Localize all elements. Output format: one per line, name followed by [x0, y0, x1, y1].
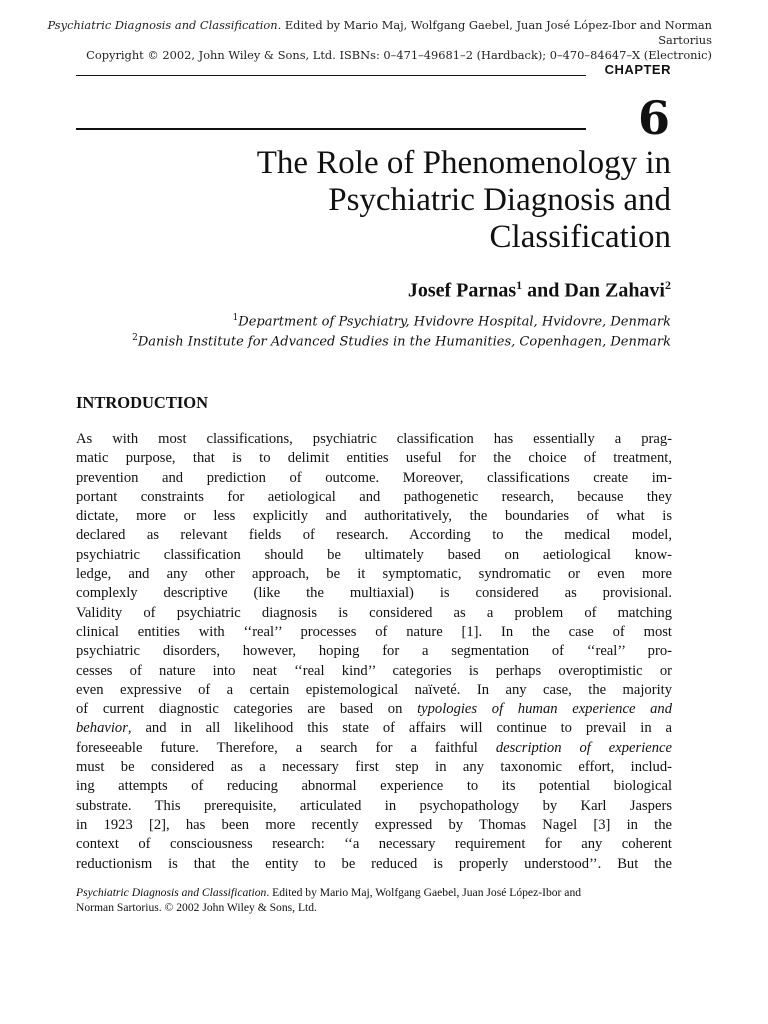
chapter-title — [111, 145, 671, 256]
author-superscript: 2 — [665, 278, 671, 292]
affiliation-text: Danish Institute for Advanced Studies in the Humanities, Copenhagen, Denmark — [137, 334, 671, 350]
affiliation-superscript: 1 — [232, 313, 239, 323]
chapter-number: 6 — [637, 91, 670, 145]
affiliation-superscript: 2 — [132, 333, 138, 344]
chapter-rule-top — [76, 75, 586, 76]
authors — [408, 278, 671, 303]
body-line: reductionism is that the entity to be reduced is properly understood’’. But the — [76, 855, 672, 872]
chapter-label: CHAPTER — [604, 62, 671, 77]
body-line: psychiatric disorders, however, hoping for a segmentation of ‘‘real’’ pro- — [76, 643, 672, 660]
author-superscript: 1 — [516, 278, 523, 292]
header-copyright: Copyright © 2002, John Wiley & Sons, Ltd. ISBNs: 0–471–49681–2 (Hardback); 0–470–84647–X (Electronic) — [86, 48, 712, 62]
body-text-span: , and in all likelihood this state of affairs will continue to prevail in a — [127, 720, 672, 737]
body-line: As with most classifications, psychiatric classification has essentially a prag- — [76, 431, 672, 447]
body-line: ing attempts of reducing abnormal experience to its potential biological — [76, 778, 672, 795]
chapter-title-line: Classification — [489, 219, 671, 255]
chapter-title-line: The Role of Phenomenology in — [256, 145, 671, 181]
section-heading: INTRODUCTION — [76, 393, 209, 412]
body-line — [76, 700, 672, 719]
body-emphasis: behavior — [76, 720, 128, 737]
footer-book-title: Psychiatric Diagnosis and Classification — [76, 886, 267, 899]
body-line: even expressive of a certain epistemological naïveté. In any case, the majority — [76, 681, 672, 698]
body-emphasis: typologies of human experience and — [417, 701, 672, 718]
footer-line — [76, 885, 672, 900]
footer-line: Norman Sartorius. © 2002 John Wiley & Sons, Ltd. — [76, 901, 317, 914]
header-book-title: Psychiatric Diagnosis and Classification — [47, 18, 278, 32]
chapter-rule-bottom — [76, 128, 586, 130]
body-emphasis: description of experience — [495, 739, 672, 756]
affiliation — [31, 310, 671, 330]
body-text-span: foreseeable future. Therefore, a search for a faithful — [76, 739, 496, 756]
body-line: portant constraints for aetiological and pathogenetic research, because they — [76, 488, 672, 505]
body-line: declared as relevant fields of research. According to the medical model, — [76, 527, 672, 544]
affiliations — [31, 310, 671, 351]
body-line: psychiatric classification should be ultimately based on aetiological know- — [76, 546, 672, 563]
footer-text: . Edited by Mario Maj, Wolfgang Gaebel, Juan José López-Ibor and — [266, 886, 582, 899]
author-name: Dan Zahavi — [564, 279, 665, 302]
page-footer — [76, 885, 672, 915]
body-line — [76, 739, 672, 758]
body-text-span: of current diagnostic categories are based on — [76, 701, 418, 718]
body-line: dictate, more or less explicitly and authoritatively, the boundaries of what is — [76, 508, 672, 525]
body-paragraph — [76, 430, 672, 874]
author-name: Josef Parnas — [407, 279, 517, 302]
body-line: context of consciousness research: ‘‘a necessary requirement for any coherent — [76, 836, 672, 853]
chapter-title-line: Psychiatric Diagnosis and — [328, 182, 671, 218]
header-line-1 — [0, 18, 712, 48]
body-line: Validity of psychiatric diagnosis is considered as a problem of matching — [76, 604, 672, 621]
header-editors: . Edited by Mario Maj, Wolfgang Gaebel, Juan José López-Ibor and Norman Sartorius — [277, 18, 712, 47]
affiliation — [31, 330, 671, 350]
body-line: ledge, and any other approach, be it symptomatic, syndromatic or even more — [76, 566, 672, 583]
body-line: cesses of nature into neat ‘‘real kind’’ categories is perhaps overoptimistic or — [76, 662, 672, 679]
affiliation-text: Department of Psychiatry, Hvidovre Hospital, Hvidovre, Denmark — [238, 314, 671, 330]
author-conjunction: and — [522, 279, 565, 302]
body-line: substrate. This prerequisite, articulated in psychopathology by Karl Jaspers — [76, 797, 672, 814]
body-line: matic purpose, that is to delimit entities useful for the choice of treatment, — [76, 450, 672, 467]
body-line: must be considered as a necessary first step in any taxonomic effort, includ- — [76, 759, 672, 776]
body-line: in 1923 [2], has been more recently expressed by Thomas Nagel [3] in the — [76, 816, 672, 833]
running-header — [0, 18, 712, 63]
body-line: complexly descriptive (like the multiaxial) is considered as provisional. — [76, 585, 672, 602]
body-line — [76, 719, 672, 738]
body-line: clinical entities with ‘‘real’’ processes of nature [1]. In the case of most — [76, 623, 672, 640]
body-line: prevention and prediction of outcome. Moreover, classifications create im- — [76, 469, 672, 486]
